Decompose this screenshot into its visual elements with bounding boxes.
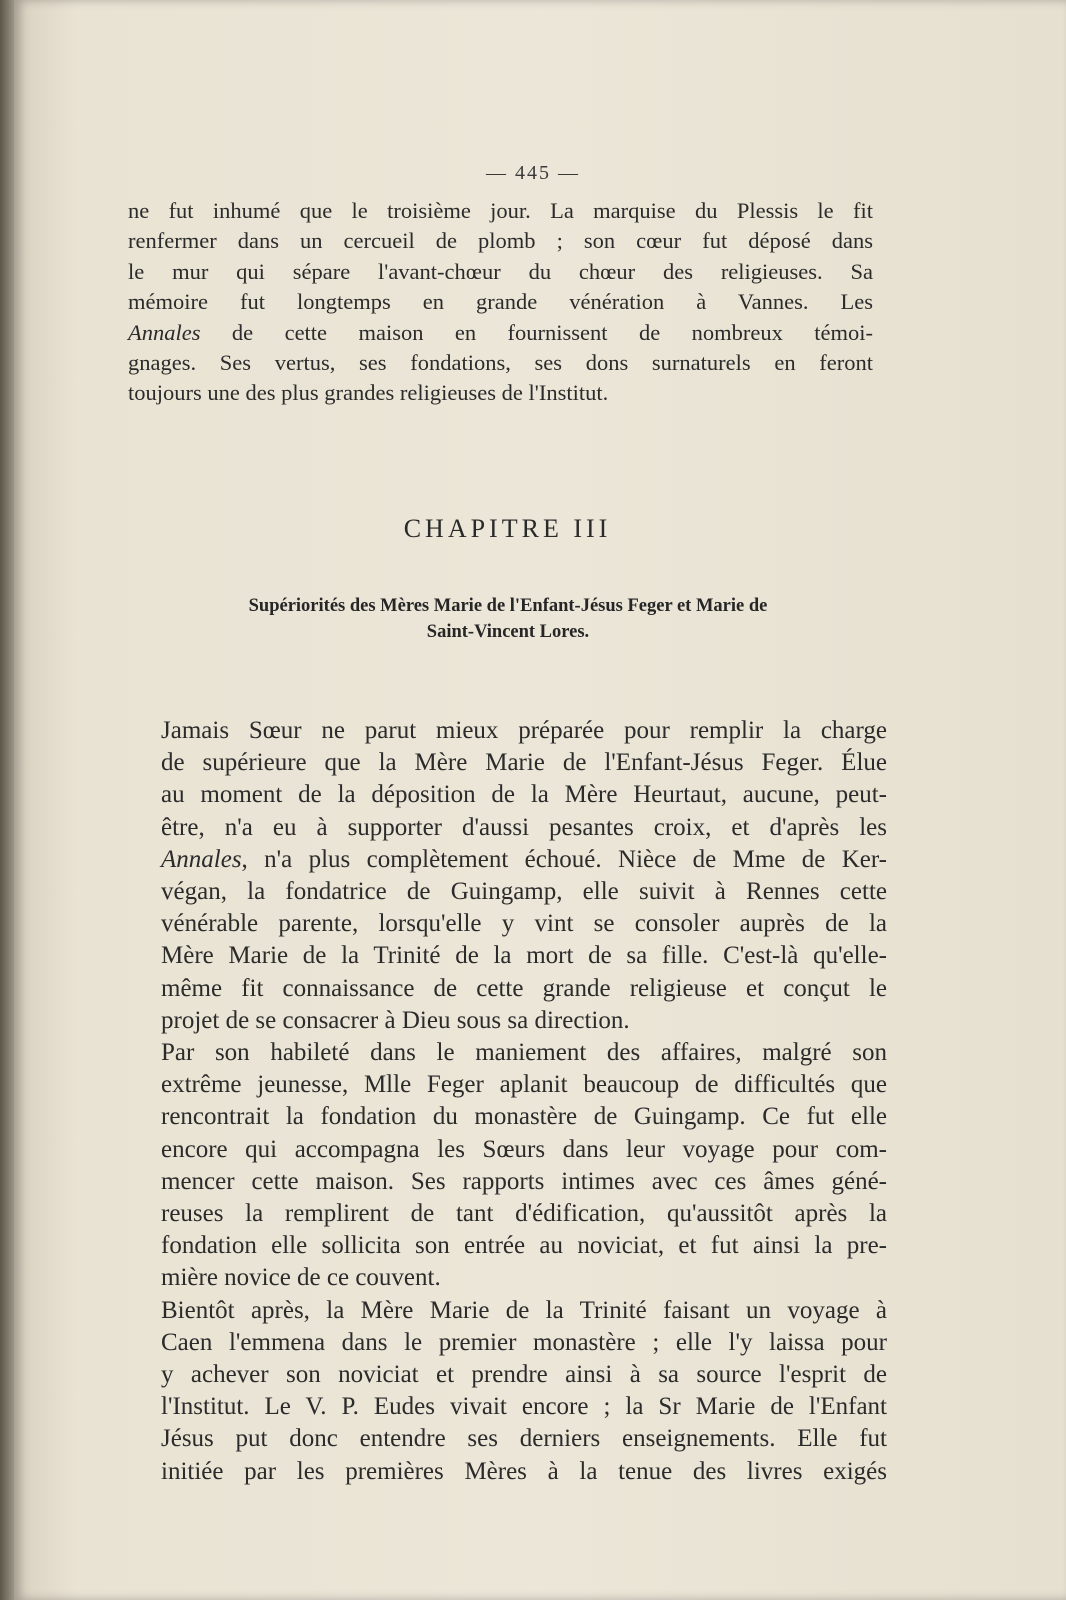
- text-line: le mur qui sépare l'avant-chœur du chœur des religieuses. Sa: [128, 258, 873, 284]
- text-line: projet de se consacrer à Dieu sous sa direction.: [161, 1006, 630, 1034]
- text-line: initiée par les premières Mères à la tenue des livres exigés: [161, 1457, 887, 1485]
- text-line: Mère Marie de la Trinité de la mort de sa fille. C'est-là qu'elle-: [161, 942, 887, 970]
- text-line: renfermer dans un cercueil de plomb ; son cœur fut déposé dans: [128, 228, 873, 254]
- text-line: toujours une des plus grandes religieuses de l'Institut.: [128, 380, 609, 406]
- text-line: ne fut inhumé que le troisième jour. La marquise du Plessis le fit: [128, 198, 873, 223]
- paragraph: [135, 1037, 887, 1295]
- text-line: encore qui accompagna les Sœurs dans leur voyage pour com-: [161, 1135, 887, 1163]
- text-line: de supérieure que la Mère Marie de l'Enfant-Jésus Feger. Élue: [161, 749, 887, 777]
- text-line: y achever son noviciat et prendre ainsi à sa source l'esprit de: [161, 1361, 887, 1389]
- italic-word: Annales: [161, 845, 242, 873]
- text-line: gnages. Ses vertus, ses fondations, ses dons surnaturels en feront: [128, 350, 873, 376]
- chapter-subtitle-line: Saint-Vincent Lores.: [426, 622, 590, 642]
- text-line: fondation elle sollicita son entrée au noviciat, et fut ainsi la pre-: [161, 1232, 887, 1260]
- text-line: être, n'a eu à supporter d'aussi pesantes croix, et d'après les: [161, 813, 887, 841]
- text-line: végan, la fondatrice de Guingamp, elle suivit à Rennes cette: [161, 878, 887, 906]
- text-line: au moment de la déposition de la Mère Heurtaut, aucune, peut-: [161, 781, 887, 809]
- chapter-subtitle: [148, 593, 868, 645]
- chapter-subtitle-line: Supériorités des Mères Marie de l'Enfant-Jésus Feger et Marie de: [248, 596, 768, 616]
- text-line: mémoire fut longtemps en grande vénération à Vannes. Les: [128, 289, 873, 315]
- italic-word: Annales: [128, 319, 201, 345]
- text-line: Par son habileté dans le maniement des affaires, malgré son: [161, 1039, 887, 1067]
- text-line: Annales, n'a plus complètement échoué. Nièce de Mme de Ker-: [161, 845, 887, 873]
- text-line: Caen l'emmena dans le premier monastère ; elle l'y laissa pour: [161, 1328, 887, 1356]
- text-line: extrême jeunesse, Mlle Feger aplanit beaucoup de difficultés que: [161, 1071, 887, 1099]
- text-line: Jamais Sœur ne parut mieux préparée pour remplir la charge: [161, 717, 887, 744]
- text-line: l'Institut. Le V. P. Eudes vivait encore ; la Sr Marie de l'Enfant: [161, 1393, 887, 1421]
- text-line: Annales de cette maison en fournissent de nombreux témoi-: [128, 319, 873, 345]
- page-number: — 445 —: [486, 162, 580, 184]
- intro-paragraph: [128, 196, 873, 409]
- text-line: Jésus put donc entendre ses derniers enseignements. Elle fut: [161, 1425, 887, 1453]
- paragraph: [135, 715, 887, 1037]
- text-line: reuses la remplirent de tant d'édification, qu'aussitôt après la: [161, 1200, 887, 1228]
- text-line: même fit connaissance de cette grande religieuse et conçut le: [161, 974, 887, 1002]
- book-spine-shadow: [0, 0, 14, 1600]
- chapter-title: CHAPITRE III: [403, 514, 612, 543]
- text-line: mencer cette maison. Ses rapports intimes avec ces âmes géné-: [161, 1167, 887, 1195]
- paragraph: [135, 1295, 887, 1488]
- text-line: mière novice de ce couvent.: [161, 1264, 441, 1292]
- text-line: Bientôt après, la Mère Marie de la Trinité faisant un voyage à: [161, 1296, 887, 1324]
- chapter-body: [135, 715, 887, 1488]
- text-line: vénérable parente, lorsqu'elle y vint se consoler auprès de la: [161, 910, 887, 938]
- text-line: rencontrait la fondation du monastère de Guingamp. Ce fut elle: [161, 1103, 887, 1131]
